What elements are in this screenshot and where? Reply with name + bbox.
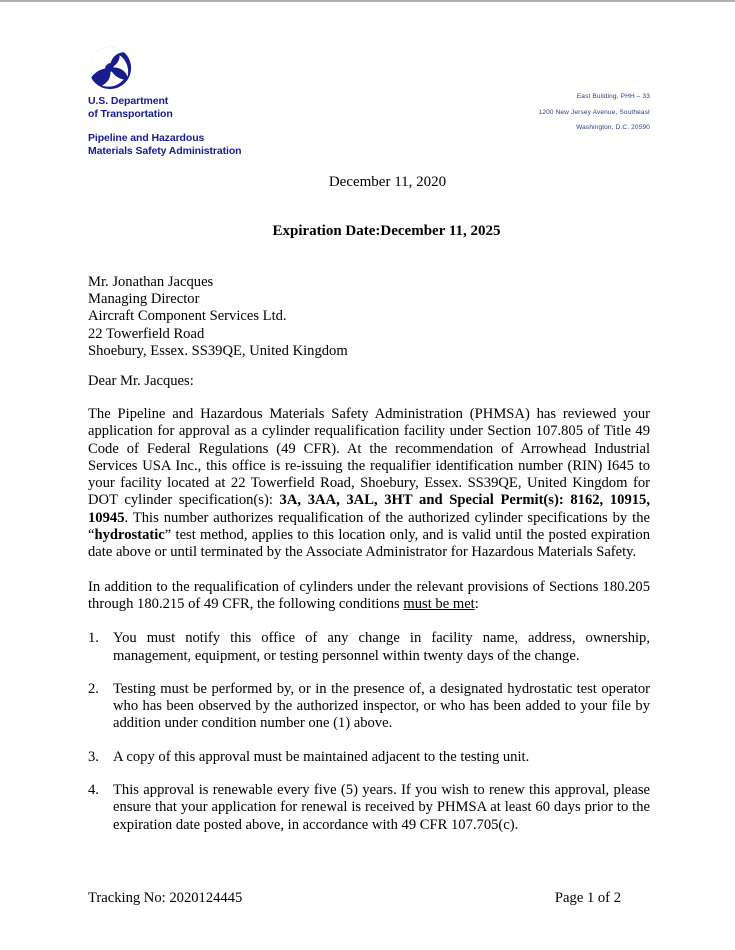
addressee-street: 22 Towerfield Road [88, 325, 205, 342]
letter-date: December 11, 2020 [328, 174, 447, 190]
letterhead-address-line2: 1200 New Jersey Avenue, Southeast [538, 108, 650, 116]
paragraph-2-part-2: : [474, 595, 479, 612]
letterhead-address-line3: Washington, D.C. 20590 [576, 124, 650, 131]
agency-name [88, 95, 368, 120]
paragraph-1-test-method: hydrostatic [94, 527, 165, 544]
paragraph-1-specifications: 3A, 3AA, 3AL, 3HT and Special Permit(s): 8162, 10915, 10945 [88, 492, 650, 526]
addressee-name: Mr. Jonathan Jacques [88, 274, 214, 290]
paragraph-1-part-3: ” test method, applies to this location only, and is valid until the posted expiration date above or until terminated by the Associate Administrator for Hazardous Materials Safety. [88, 527, 650, 561]
agency-name-line2: of Transportation [88, 107, 173, 120]
letterhead-address [539, 89, 650, 136]
dot-triskelion-seal-icon [88, 46, 132, 90]
list-item: Testing must be performed by, or in the presence of, a designated hydrostatic test operator who has been observed by the authorized inspector, or who has been added to your file by addition under condition number one (1) above. [113, 680, 650, 732]
addressee-title: Managing Director [88, 291, 200, 308]
addressee-city-region: Shoebury, Essex. SS39QE, United Kingdom [88, 342, 348, 359]
expiration-date: Expiration Date:December 11, 2025 [272, 223, 501, 239]
addressee-company: Aircraft Component Services Ltd. [88, 308, 287, 325]
page-number: Page 1 of 2 [554, 890, 621, 906]
paragraph-1-part-2: . This number authorizes requalification of the authorized cylinder specifications by the “ [88, 509, 650, 544]
addressee-block [88, 274, 348, 360]
list-item: This approval is renewable every five (5) years. If you wish to renew this approval, please ensure that your application for renewal is received by PHMSA at least 60 days prior to the expiration date posted above, in accordance with 49 CFR 107.705(c). [113, 782, 650, 833]
administration-name-line2: Materials Safety Administration [88, 145, 242, 157]
paragraph-2-part-1: In addition to the requalification of cylinders under the relevant provisions of Sections 180.205 through 180.215 of 49 CFR, the following conditions [88, 578, 650, 612]
page-footer [88, 890, 650, 907]
letterhead-address-line1: East Building, PHH – 33 [576, 93, 650, 100]
letterhead-left [88, 46, 368, 120]
tracking-number: Tracking No: 2020124445 [88, 890, 243, 906]
administration-name [88, 132, 241, 158]
agency-name-line1: U.S. Department [88, 95, 169, 107]
salutation: Dear Mr. Jacques: [88, 373, 194, 389]
body-paragraph-1 [88, 406, 650, 562]
conditions-list [88, 630, 650, 834]
list-item: A copy of this approval must be maintained adjacent to the testing unit. [113, 748, 530, 765]
administration-name-line1: Pipeline and Hazardous [88, 132, 205, 144]
letterhead [88, 46, 650, 166]
letter-body [88, 406, 650, 834]
paragraph-1-part-1: The Pipeline and Hazardous Materials Safety Administration (PHMSA) has reviewed your application for approval as a cylinder requalification facility under Section 107.805 of Title 49 Code of Federal Regulations (49 CFR). At the recommendation of Arrowhead Industrial Services USA Inc., this office is re-issuing the requalifier identification number (RIN) I645 to your facility located at 22 Towerfield Road, Shoebury, Essex. SS39QE, United Kingdom for DOT cylinder specification(s): [88, 406, 650, 509]
list-item: You must notify this office of any change in facility name, address, ownership, management, equipment, or testing personnel within twenty days of the change. [113, 630, 650, 664]
body-paragraph-2 [88, 579, 650, 614]
paragraph-2-underlined: must be met [403, 595, 475, 612]
